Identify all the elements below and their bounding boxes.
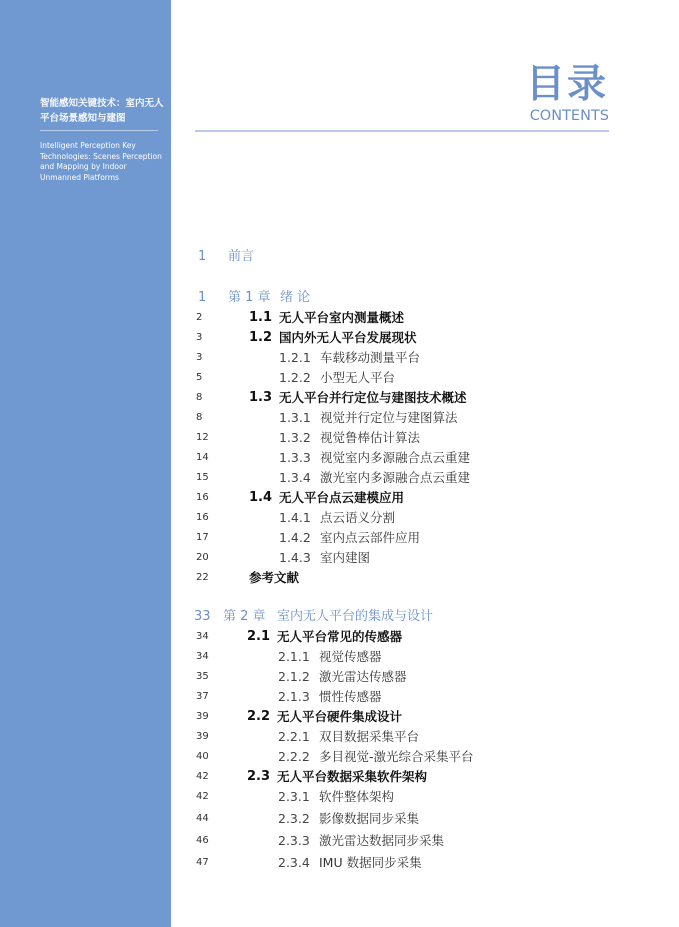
toc-page-number: 34	[196, 631, 209, 642]
toc-page-number: 12	[196, 432, 209, 443]
toc-number: 2.3.1	[278, 789, 310, 804]
toc-number: 2.3.4	[278, 855, 310, 870]
toc-number: 第 2 章	[223, 609, 266, 624]
book-title-en: Intelligent Perception Key Technologies: Scenes Perception and Mapping by Indoor Unmanned Platforms	[40, 141, 162, 182]
toc-label: 视觉鲁棒估计算法	[320, 430, 421, 445]
toc-label: 室内点云部件应用	[320, 530, 421, 545]
toc-entry-preface[interactable]	[0, 247, 679, 267]
toc-entry[interactable]	[0, 508, 679, 528]
toc-number: 2.3.3	[278, 833, 310, 848]
toc-entry[interactable]	[0, 348, 679, 368]
toc-number: 1.3.1	[279, 410, 311, 425]
toc-page-number: 22	[196, 572, 209, 583]
toc-page-number: 16	[196, 492, 209, 503]
toc-page-number: 46	[196, 835, 209, 846]
toc-entry[interactable]	[0, 388, 679, 408]
toc-number: 2.1	[247, 629, 271, 644]
page-title: 目录	[525, 62, 608, 107]
toc-entry[interactable]	[0, 408, 679, 428]
toc-number: 1.4	[249, 490, 273, 505]
toc-number: 1.3.4	[279, 470, 311, 485]
page-subtitle: CONTENTS	[529, 108, 609, 124]
toc-page-number: 42	[196, 791, 209, 802]
toc-page-number: 40	[196, 751, 209, 762]
toc-label: 多目视觉-激光综合采集平台	[319, 749, 474, 764]
toc-label: 激光室内多源融合点云重建	[320, 470, 471, 485]
toc-entry[interactable]	[0, 831, 679, 851]
toc-page-number: 3	[196, 352, 203, 363]
toc-label: 视觉并行定位与建图算法	[320, 410, 458, 425]
toc-page-number: 39	[196, 731, 209, 742]
book-title-cn: 智能感知关键技术：室内无人平台场景感知与建图	[40, 98, 164, 124]
toc-entry[interactable]	[0, 747, 679, 767]
toc-page-number: 16	[196, 512, 209, 523]
toc-page-number: 20	[196, 552, 209, 563]
toc-page-number: 5	[196, 372, 203, 383]
toc-page-number: 2	[196, 312, 203, 323]
toc-number: 1.3.3	[279, 450, 311, 465]
toc-entry-chapter-1[interactable]	[0, 288, 679, 308]
toc-label: 软件整体架构	[319, 789, 395, 804]
toc-number: 1.4.1	[279, 510, 311, 525]
toc-number: 2.2.1	[278, 729, 310, 744]
toc-entry[interactable]	[0, 727, 679, 747]
toc-number: 1.2	[249, 330, 273, 345]
toc-page-number: 17	[196, 532, 209, 543]
toc-label: 影像数据同步采集	[319, 811, 420, 826]
toc-page-number: 14	[196, 452, 209, 463]
toc-label: 车载移动测量平台	[320, 350, 421, 365]
toc-entry[interactable]	[0, 308, 679, 328]
toc-label: 无人平台常见的传感器	[277, 629, 403, 644]
toc-number: 1.3	[249, 390, 273, 405]
toc-label: 惯性传感器	[319, 689, 382, 704]
toc-label: 视觉传感器	[319, 649, 382, 664]
toc-page-number: 8	[196, 392, 203, 403]
toc-entry[interactable]	[0, 468, 679, 488]
toc-number: 1.4.2	[279, 530, 311, 545]
toc-entry[interactable]	[0, 328, 679, 348]
toc-entry[interactable]	[0, 787, 679, 807]
toc-number: 2.1.2	[278, 669, 310, 684]
toc-label: IMU 数据同步采集	[319, 855, 422, 870]
toc-number: 2.1.1	[278, 649, 310, 664]
toc-label: 无人平台点云建模应用	[279, 490, 405, 505]
toc-number: 1.2.1	[279, 350, 311, 365]
toc-number: 1.4.3	[279, 550, 311, 565]
toc-entry[interactable]	[0, 488, 679, 508]
toc-page-number: 39	[196, 711, 209, 722]
toc-number: 2.2	[247, 709, 271, 724]
toc-label: 点云语义分割	[320, 510, 396, 525]
toc-entry-references[interactable]	[0, 568, 679, 588]
toc-label: 前言	[228, 249, 255, 264]
toc-page-number: 47	[196, 857, 209, 868]
toc-number: 1.3.2	[279, 430, 311, 445]
toc-number: 2.3	[247, 769, 271, 784]
toc-label: 国内外无人平台发展现状	[279, 330, 417, 345]
toc-entry[interactable]	[0, 428, 679, 448]
toc-label: 无人平台数据采集软件架构	[277, 769, 428, 784]
toc-number: 第 1 章	[228, 290, 271, 305]
toc-page-number: 42	[196, 771, 209, 782]
toc-label: 无人平台硬件集成设计	[277, 709, 403, 724]
toc-page-number: 33	[194, 609, 211, 624]
toc-page-number: 44	[196, 813, 209, 824]
toc-page-number: 34	[196, 651, 209, 662]
toc-label: 无人平台并行定位与建图技术概述	[279, 390, 467, 405]
toc-label: 参考文献	[249, 570, 300, 585]
toc-page-number: 1	[198, 249, 207, 264]
toc-entry[interactable]	[0, 687, 679, 707]
toc-number: 1.1	[249, 310, 273, 325]
toc-entry[interactable]	[0, 448, 679, 468]
toc-entry[interactable]	[0, 853, 679, 873]
toc-number: 2.2.2	[278, 749, 310, 764]
toc-entry[interactable]	[0, 528, 679, 548]
toc-number: 2.3.2	[278, 811, 310, 826]
toc-entry[interactable]	[0, 647, 679, 667]
toc-page-number: 35	[196, 671, 209, 682]
toc-label: 小型无人平台	[320, 370, 396, 385]
toc-label: 无人平台室内测量概述	[279, 310, 405, 325]
toc-entry[interactable]	[0, 548, 679, 568]
toc-page-number: 8	[196, 412, 203, 423]
toc-entry[interactable]	[0, 809, 679, 829]
toc-label: 绪 论	[280, 290, 311, 305]
toc-label: 室内无人平台的集成与设计	[277, 609, 434, 624]
toc-page-number: 1	[198, 290, 207, 305]
toc-number: 1.2.2	[279, 370, 311, 385]
toc-entry[interactable]	[0, 707, 679, 727]
toc-entry[interactable]	[0, 767, 679, 787]
toc-entry-chapter-2[interactable]	[0, 607, 679, 627]
toc-page-number: 3	[196, 332, 203, 343]
toc-label: 激光雷达传感器	[319, 669, 407, 684]
toc-entry[interactable]	[0, 368, 679, 388]
toc-label: 室内建图	[320, 550, 371, 565]
toc-page-number: 15	[196, 472, 209, 483]
toc-label: 视觉室内多源融合点云重建	[320, 450, 471, 465]
toc-label: 激光雷达数据同步采集	[319, 833, 445, 848]
toc-label: 双目数据采集平台	[319, 729, 420, 744]
toc-number: 2.1.3	[278, 689, 310, 704]
toc-entry[interactable]	[0, 627, 679, 647]
toc-entry[interactable]	[0, 667, 679, 687]
toc-page-number: 37	[196, 691, 209, 702]
